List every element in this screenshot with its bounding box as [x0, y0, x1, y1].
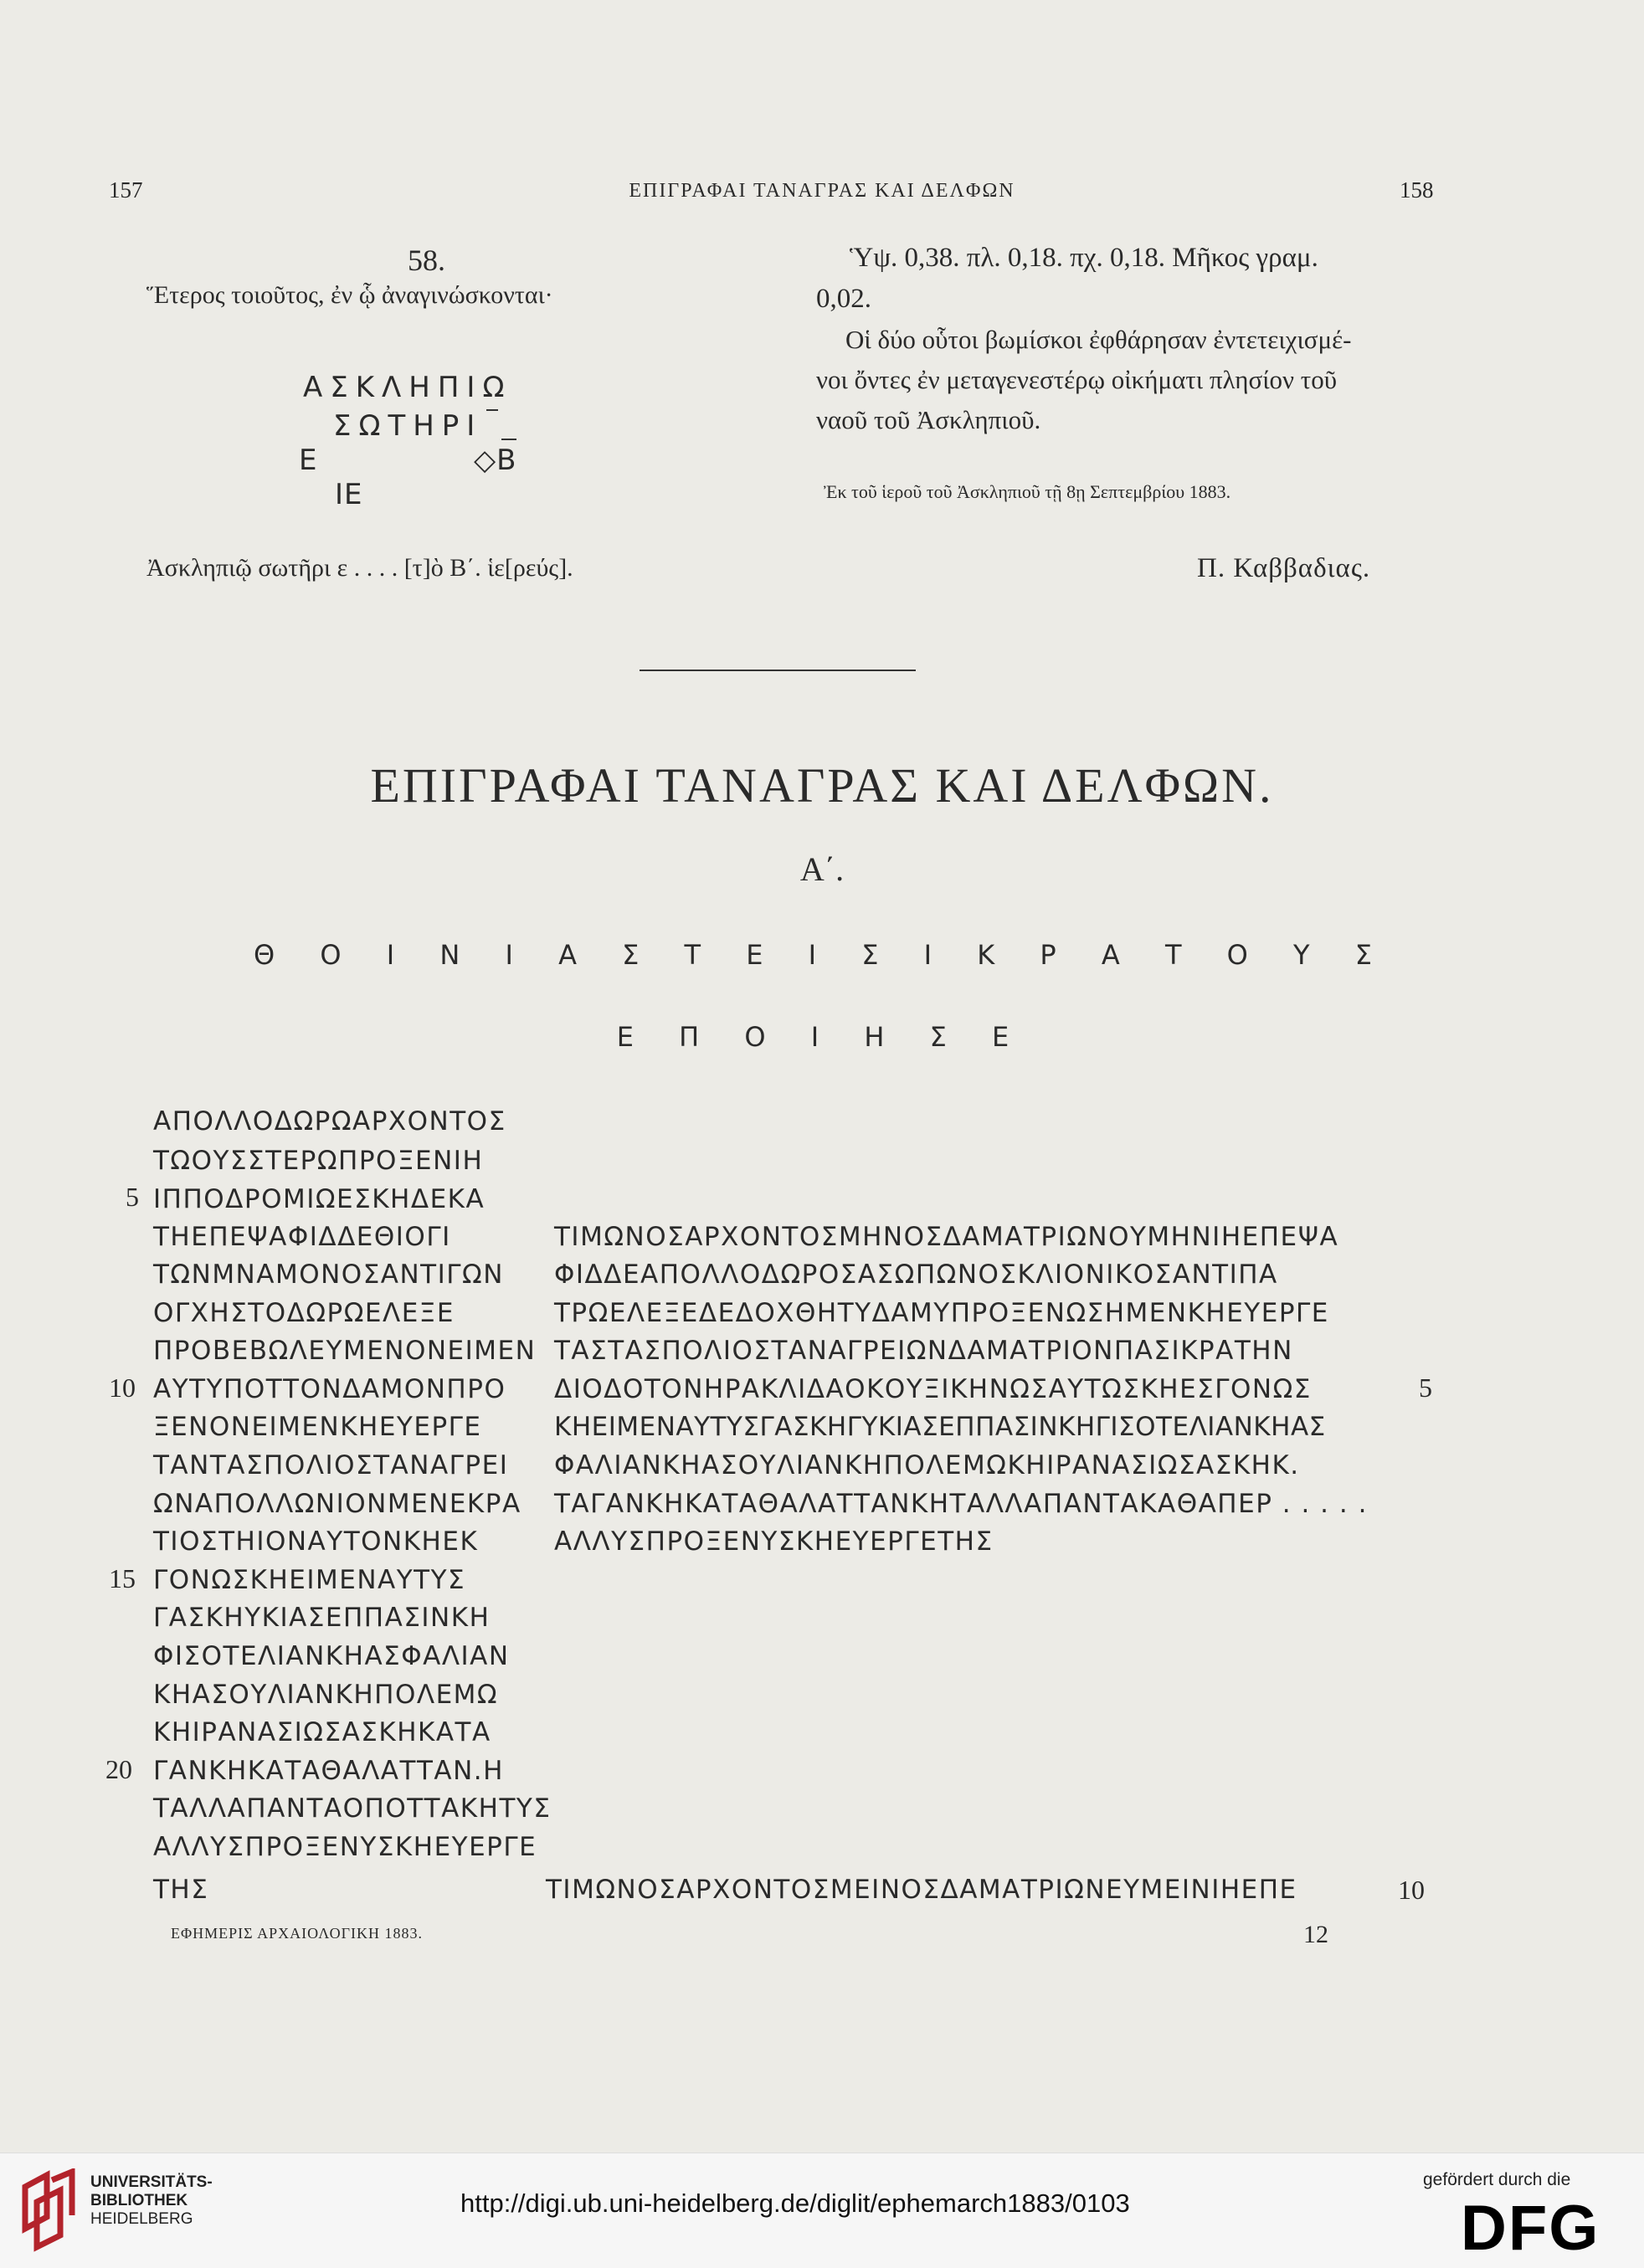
dedication-line-2: Ε Π Ο Ι Η Σ Ε [616, 1021, 1028, 1053]
left-line-1: ΑΠΟΛΛΟΔΩΡΩΑΡΧΟΝΤΟΣ [153, 1106, 506, 1137]
journal-footer: ΕΦΗΜΕΡΙΣ ΑΡΧΑΙΟΛΟΓΙΚΗ 1883. [171, 1925, 423, 1942]
left-line-9: ΞΕΝΟΝΕΙΜΕΝΚΗΕΥΕΡΓΕ [153, 1412, 482, 1442]
left-line-13: ΓΟΝΩΣΚΗΕΙΜΕΝΑΥΤΥΣ [153, 1565, 466, 1595]
inscription-line-5: ΙΕ [335, 478, 363, 511]
inscription-line-1: ΑΣΚΛΗΠΙΩ [303, 371, 512, 404]
line-number-left-15: 15 [109, 1563, 136, 1593]
left-line-16: ΚΗΑΣΟΥΛΙΑΝΚΗΠΟΛΕΜΩ [153, 1680, 499, 1710]
line-number-left-5: 5 [126, 1182, 139, 1212]
left-line-12: ΤΙΟΣΤΗΙΟΝΑΥΤΟΝΚΗΕΚ [153, 1527, 479, 1557]
right-line-7: ΦΑΛΙΑΝΚΗΑΣΟΥΛΙΑΝΚΗΠΟΛΕΜΩΚΗΙΡΑΝΑΣΙΩΣΑΣΚΗΚ. [554, 1450, 1300, 1480]
inscription-overline [486, 409, 498, 411]
right-line-5: ΔΙΟΔΟΤΟΝΗΡΑΚΛΙΔΑΟΚΟΥΞΙΚΗΝΩΣΑΥΤΩΣΚΗΕΣΓΟΝΩΣ [554, 1374, 1312, 1404]
commentary-line-2: νοι ὄντες ἐν μεταγενεστέρῳ οἰκήματι πλησίον τοῦ [816, 365, 1338, 394]
digitization-banner [0, 2153, 1644, 2268]
library-name-line-3: HEIDELBERG [90, 2210, 193, 2228]
funded-by-label: gefördert durch die [1423, 2170, 1571, 2189]
right-line-4: ΤΑΣΤΑΣΠΟΛΙΟΣΤΑΝΑΓΡΕΙΩΝΔΑΜΑΤΡΙΟΝΠΑΣΙΚΡΑΤΗΝ [554, 1336, 1293, 1366]
left-line-10: ΤΑΝΤΑΣΠΟΛΙΟΣΤΑΝΑΓΡΕΙ [153, 1450, 509, 1480]
inscription-line-3: Ε [299, 444, 318, 477]
right-line-1: ΤΙΜΩΝΟΣΑΡΧΟΝΤΟΣΜΗΝΟΣΔΑΜΑΤΡΙΩΝΟΥΜΗΝΙΗΕΠΕΨΑ [554, 1222, 1339, 1252]
dedication-line-1: Θ Ο Ι Ν Ι Α Σ Τ Ε Ι Σ Ι Κ Ρ Α Τ Ο Υ Σ [254, 939, 1390, 971]
left-line-18: ΓΑΝΚΗΚΑΤΑΘΑΛΑΤΤΑΝ.Η [153, 1756, 504, 1786]
left-line-5: ΤΩΝΜΝΑΜΟΝΟΣΑΝΤΙΓΩΝ [153, 1260, 504, 1290]
signature-mark: 12 [1303, 1921, 1328, 1948]
library-name-line-1: UNIVERSITÄTS- [90, 2173, 213, 2191]
page-number-left: 157 [109, 177, 143, 203]
dfg-logo[interactable]: DFG [1461, 2193, 1600, 2264]
entry-intro: Ἕτερος τοιοῦτος, ἐν ᾧ ἀναγινώσκονται· [146, 281, 553, 309]
university-library-name[interactable] [90, 2173, 213, 2229]
left-line-21: ΤΗΣ [153, 1875, 209, 1905]
left-line-4: ΤΗΕΠΕΨΑΦΙΔΔΕΘΙΟΓΙ [153, 1222, 451, 1252]
permalink-url[interactable]: http://digi.ub.uni-heidelberg.de/diglit/ephemarch1883/0103 [460, 2188, 1130, 2218]
left-line-20: ΑΛΛΥΣΠΡΟΞΕΝΥΣΚΗΕΥΕΡΓΕ [153, 1832, 537, 1862]
left-line-11: ΩΝΑΠΟΛΛΩΝΙΟΝΜΕΝΕΚΡΑ [153, 1489, 521, 1519]
section-divider [640, 670, 916, 671]
library-name-line-2: BIBLIOTHEK [90, 2192, 188, 2209]
page-number-right: 158 [1400, 177, 1434, 203]
line-number-right-10: 10 [1398, 1875, 1425, 1905]
left-line-15: ΦΙΣΟΤΕΛΙΑΝΚΗΑΣΦΑΛΙΑΝ [153, 1641, 510, 1671]
entry-number: 58. [408, 244, 445, 277]
inscription-line-4: ◇Β [474, 444, 517, 477]
author-signature: Π. Καββαδιας. [1197, 553, 1371, 583]
section-title: ΕΠΙΓΡΑΦΑΙ ΤΑΝΑΓΡΑΣ ΚΑΙ ΔΕΛΦΩΝ. [370, 758, 1274, 813]
section-subtitle: Α΄. [799, 850, 845, 888]
left-line-17: ΚΗΙΡΑΝΑΣΙΩΣΑΣΚΗΚΑΤΑ [153, 1717, 491, 1747]
right-line-6: ΚΗΕΙΜΕΝΑΥΤΥΣΓΑΣΚΗΓΥΚΙΑΣΕΠΠΑΣΙΝΚΗΓΙΣΟΤΕΛΙΑΝΚΗΑΣ [554, 1412, 1326, 1442]
line-number-left-10: 10 [109, 1373, 136, 1403]
line-number-right-5: 5 [1419, 1373, 1432, 1403]
left-line-6: ΟΓΧΗΣΤΟΔΩΡΩΕΛΕΞΕ [153, 1298, 455, 1328]
right-line-last: ΤΙΜΩΝΟΣΑΡΧΟΝΤΟΣΜΕΙΝΟΣΔΑΜΑΤΡΙΩΝΕΥΜΕΙΝΙΗΕΠΕ [546, 1875, 1297, 1905]
running-title: ΕΠΙΓΡΑΦΑΙ ΤΑΝΑΓΡΑΣ ΚΑΙ ΔΕΛΦΩΝ [629, 180, 1015, 202]
university-library-logo-icon [18, 2168, 79, 2252]
right-line-2: ΦΙΔΔΕΑΠΟΛΛΟΔΩΡΟΣΑΣΩΠΩΝΟΣΚΛΙΟΝΙΚΟΣΑΝΤΙΠΑ [554, 1260, 1278, 1290]
commentary-line-1: Οἱ δύο οὗτοι βωμίσκοι ἐφθάρησαν ἐντετειχισμέ- [845, 325, 1352, 354]
left-line-8: ΑΥΤΥΠΟΤΤΟΝΔΑΜΟΝΠΡΟ [153, 1374, 506, 1404]
right-line-9: ΑΛΛΥΣΠΡΟΞΕΝΥΣΚΗΕΥΕΡΓΕΤΗΣ [554, 1527, 994, 1557]
left-line-19: ΤΑΛΛΑΠΑΝΤΑΟΠΟΤΤΑΚΗΤΥΣ [153, 1793, 552, 1824]
inscription-transcription: Ἀσκληπιῷ σωτῆρι ε . . . . [τ]ὸ Β΄. ἱε[ρεύς]. [146, 554, 573, 582]
left-line-2: ΤΩΟΥΣΣΤΕΡΩΠΡΟΞΕΝΙΗ [153, 1146, 484, 1176]
left-line-14: ΓΑΣΚΗΥΚΙΑΣΕΠΠΑΣΙΝΚΗ [153, 1603, 491, 1633]
inscription-line-2: ΣΩΤΗΡΙ [333, 409, 483, 443]
dimensions-line: Ὑψ. 0,38. πλ. 0,18. πχ. 0,18. Μῆκος γραμ. [850, 243, 1318, 273]
line-number-left-20: 20 [105, 1754, 132, 1784]
date-line: Ἐκ τοῦ ἱεροῦ τοῦ Ἀσκληπιοῦ τῇ 8ῃ Σεπτεμβρίου 1883. [824, 481, 1231, 502]
inscription-overline-2 [501, 439, 516, 440]
dimensions-line-cont: 0,02. [816, 284, 871, 314]
right-line-8: ΤΑΓΑΝΚΗΚΑΤΑΘΑΛΑΤΤΑΝΚΗΤΑΛΛΑΠΑΝΤΑΚΑΘΑΠΕΡ . . . . . [554, 1489, 1368, 1519]
left-line-7: ΠΡΟΒΕΒΩΛΕΥΜΕΝΟΝΕΙΜΕΝ [153, 1336, 537, 1366]
left-line-3: ΙΠΠΟΔΡΟΜΙΩΕΣΚΗΔΕΚΑ [153, 1184, 485, 1214]
right-line-3: ΤΡΩΕΛΕΞΕΔΕΔΟΧΘΗΤΥΔΑΜΥΠΡΟΞΕΝΩΣΗΜΕΝΚΗΕΥΕΡΓΕ [554, 1298, 1329, 1328]
commentary-line-3: ναοῦ τοῦ Ἀσκληπιοῦ. [816, 405, 1041, 434]
